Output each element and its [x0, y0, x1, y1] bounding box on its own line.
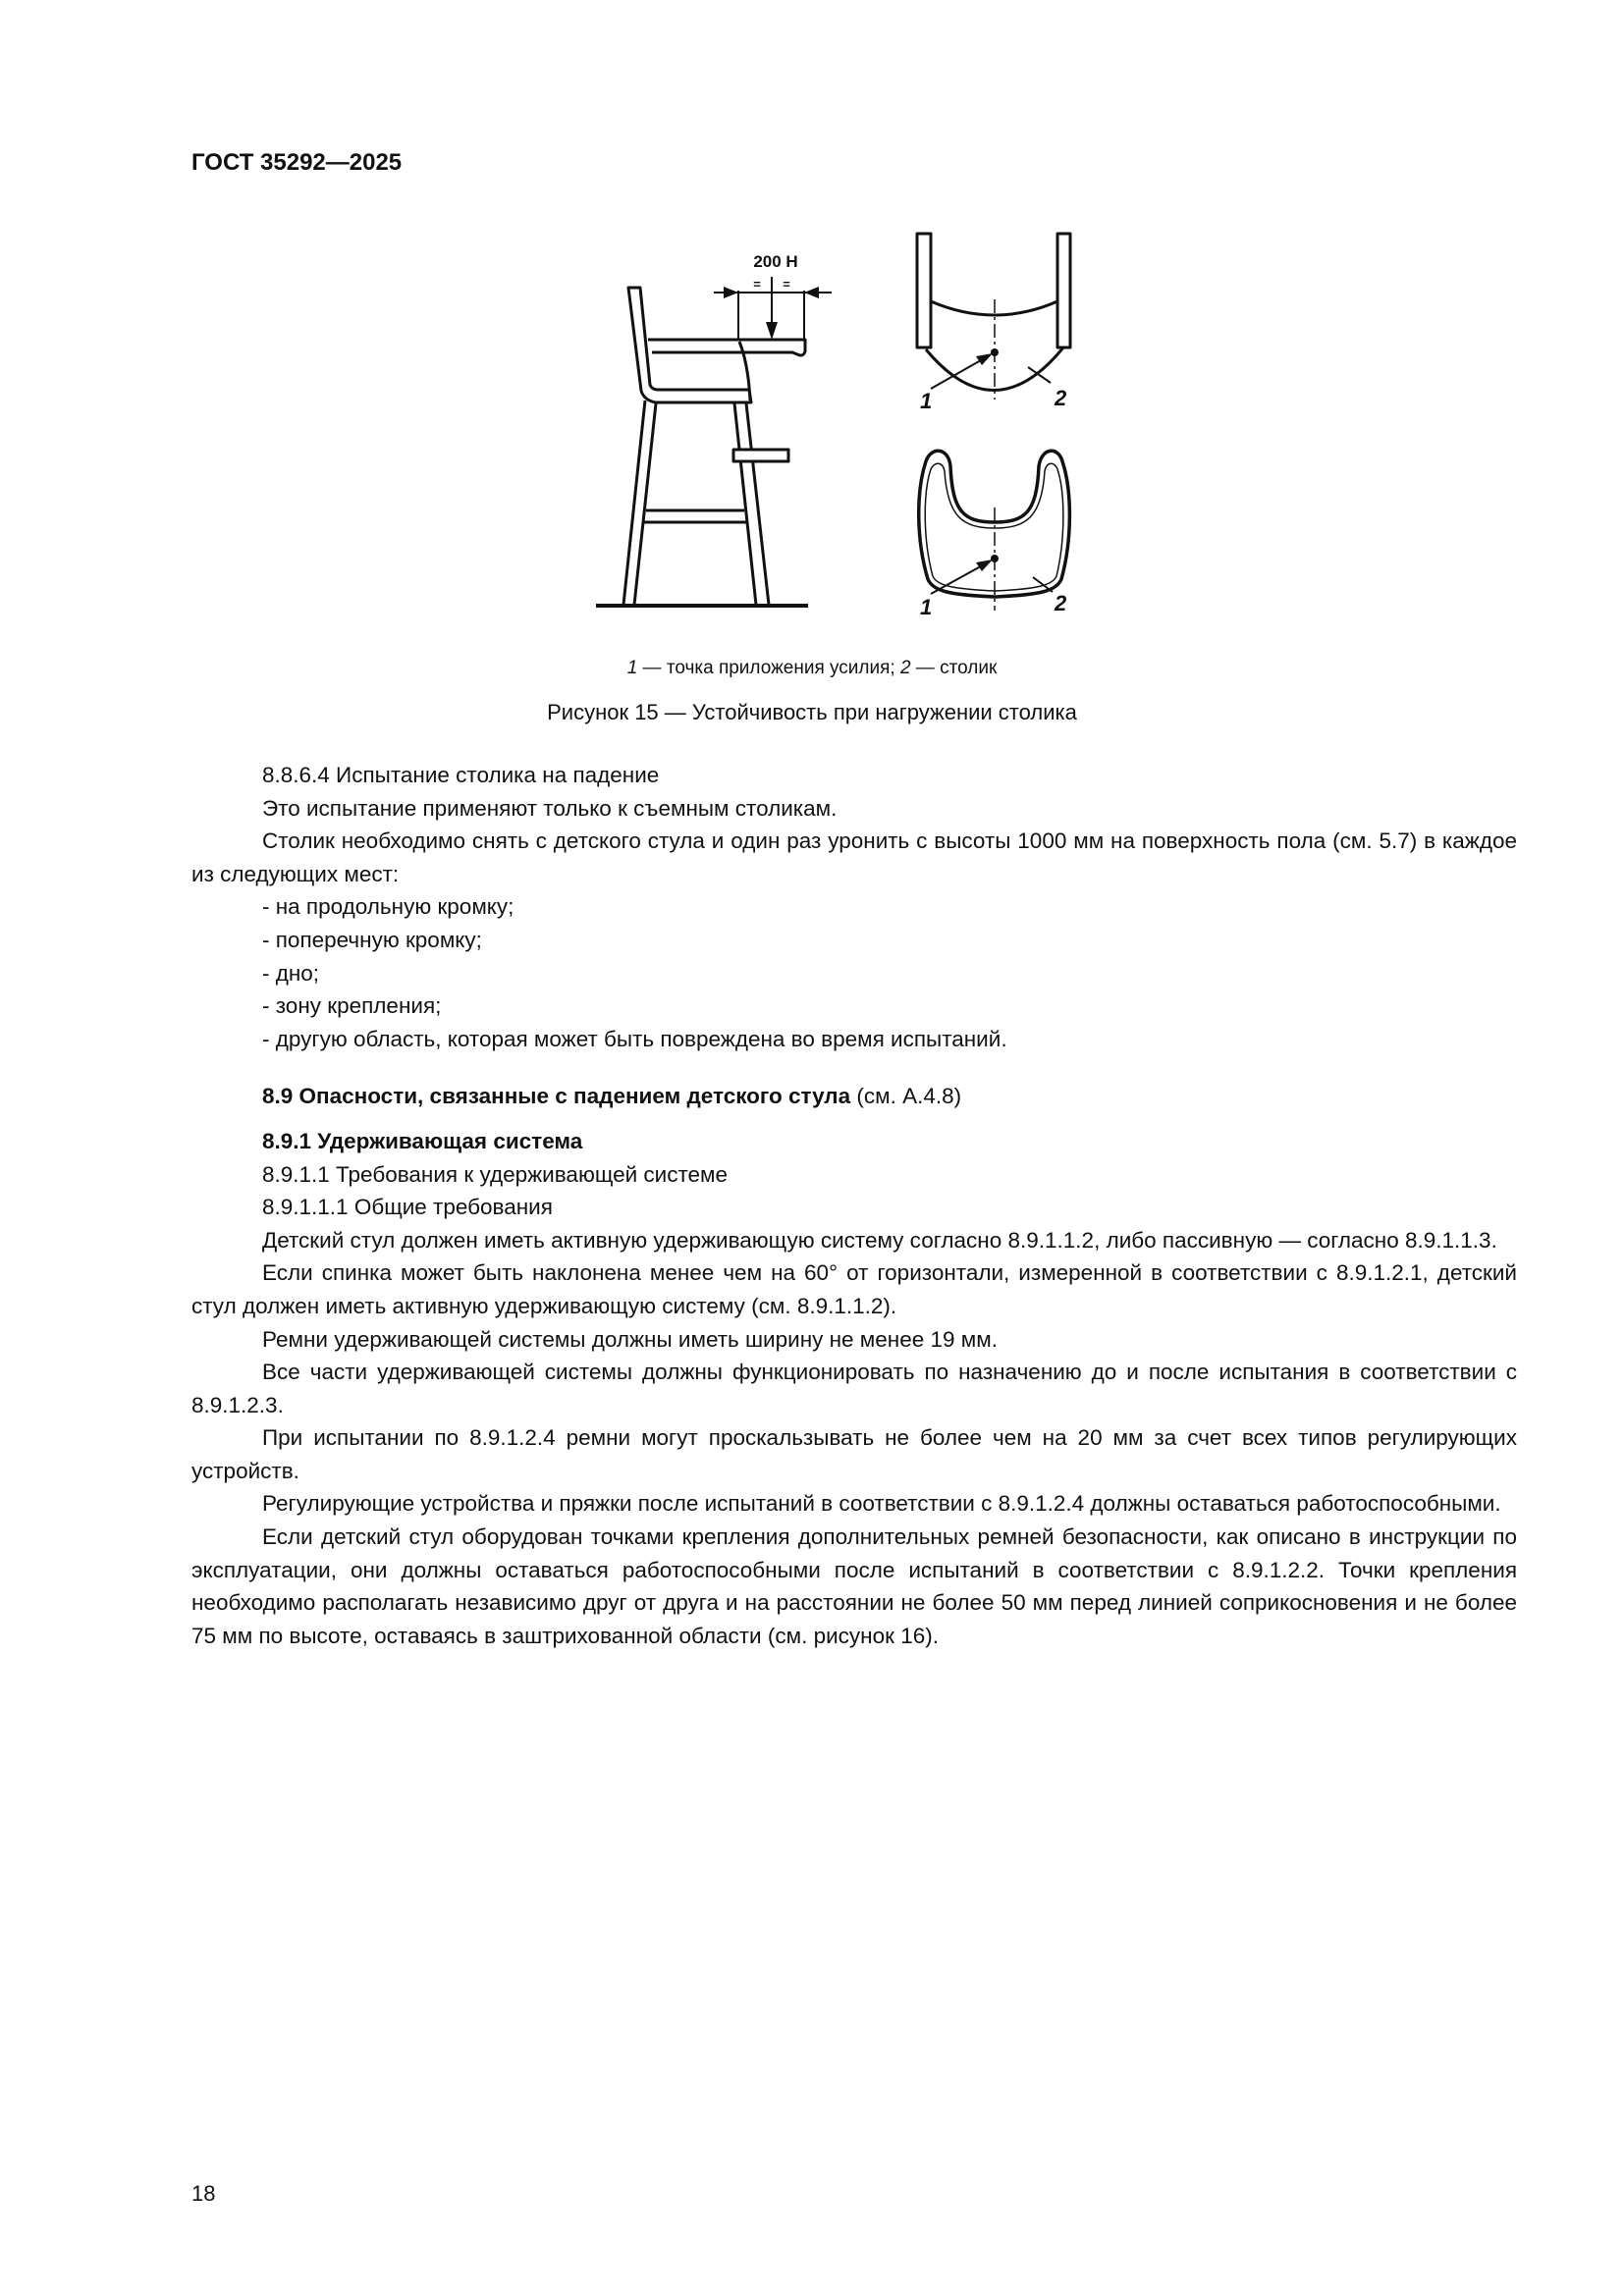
figure-legend — [0, 658, 1624, 679]
list-item: - на продольную кромку; — [262, 894, 514, 920]
legend-text-2: — столик — [910, 658, 998, 678]
page-number: 18 — [191, 2181, 216, 2206]
equal-mark: = — [753, 277, 761, 292]
figure-caption: Рисунок 15 — Устойчивость при нагружении столика — [547, 700, 1077, 724]
section-heading-8-9-1: 8.9.1 Удерживающая система — [262, 1128, 583, 1153]
body-text — [191, 759, 1517, 1652]
subsection-8-8-6-4: 8.8.6.4 Испытание столика на падение — [262, 763, 660, 787]
paragraph: Регулирующие устройства и пряжки после испытаний в соответствии с 8.9.1.2.4 должны оставаться работоспособными. — [262, 1491, 1501, 1517]
subsection-8-9-1-1: 8.9.1.1 Требования к удерживающей системе — [262, 1161, 729, 1187]
removable-tray-top-view — [919, 451, 1070, 611]
paragraph: Если спинка может быть наклонена менее чем на 60° от горизонтали, измеренной в соответствии с 8.9.1.2.1, детский стул должен иметь активную удерживающую систему (см. 8.9.1.1.2). — [191, 1260, 1517, 1318]
figure-15-drawing — [589, 226, 1139, 638]
heading-bold: 8.9 Опасности, связанные с падением детского стула — [262, 1084, 851, 1109]
high-chair-side-view — [596, 288, 808, 606]
subsection-8-9-1-1-1: 8.9.1.1.1 Общие требования — [262, 1195, 553, 1220]
fixed-tray-top-view — [917, 234, 1070, 400]
list-item: - поперечную кромку; — [262, 927, 482, 952]
legend-key-2: 2 — [899, 658, 911, 678]
list-item: - зону крепления; — [262, 993, 442, 1019]
callout-2: 2 — [1055, 591, 1067, 615]
callout-1: 1 — [920, 595, 933, 619]
section-heading-8-9 — [191, 1080, 1517, 1113]
document-header: ГОСТ 35292—2025 — [191, 149, 403, 176]
callout-1: 1 — [920, 389, 933, 413]
paragraph: Ремни удерживающей системы должны иметь ширину не менее 19 мм. — [262, 1326, 998, 1352]
legend-key-1: 1 — [626, 658, 638, 678]
paragraph: Если детский стул оборудован точками крепления дополнительных ремней безопасности, как описано в инструкции по эксплуатации, они должны оставаться работоспособными после испытаний в соответствии с 8.9.1.2.2. Точки крепления необходимо располагать независимо друг от друга и на расстоянии не более 50 мм перед линией соприкосновения и не более 75 мм по высоте, оставаясь в заштрихованной области (см. рисунок 16). — [191, 1524, 1517, 1648]
equal-mark: = — [783, 277, 790, 292]
force-point-marker — [991, 555, 999, 562]
force-point-marker — [991, 348, 999, 356]
force-label: 200 Н — [753, 252, 798, 271]
paragraph: Детский стул должен иметь активную удерживающую систему согласно 8.9.1.1.2, либо пассивную — согласно 8.9.1.1.3. — [262, 1227, 1497, 1253]
callout-2: 2 — [1055, 386, 1067, 410]
list-item: - дно; — [262, 960, 320, 986]
list-item: - другую область, которая может быть повреждена во время испытаний. — [262, 1026, 1007, 1051]
heading-ref: (см. А.4.8) — [850, 1084, 962, 1109]
paragraph: Это испытание применяют только к съемным столикам. — [262, 795, 838, 821]
paragraph: При испытании по 8.9.1.2.4 ремни могут проскальзывать не более чем на 20 мм за счет всех типов регулирующих устройств. — [191, 1425, 1517, 1483]
legend-text-1: — точка приложения усилия; — [637, 658, 900, 678]
paragraph: Столик необходимо снять с детского стула и один раз уронить с высоты 1000 мм на поверхность пола (см. 5.7) в каждое из следующих мест: — [191, 828, 1517, 886]
paragraph: Все части удерживающей системы должны функционировать по назначению до и после испытания в соответствии с 8.9.1.2.3. — [191, 1360, 1517, 1417]
